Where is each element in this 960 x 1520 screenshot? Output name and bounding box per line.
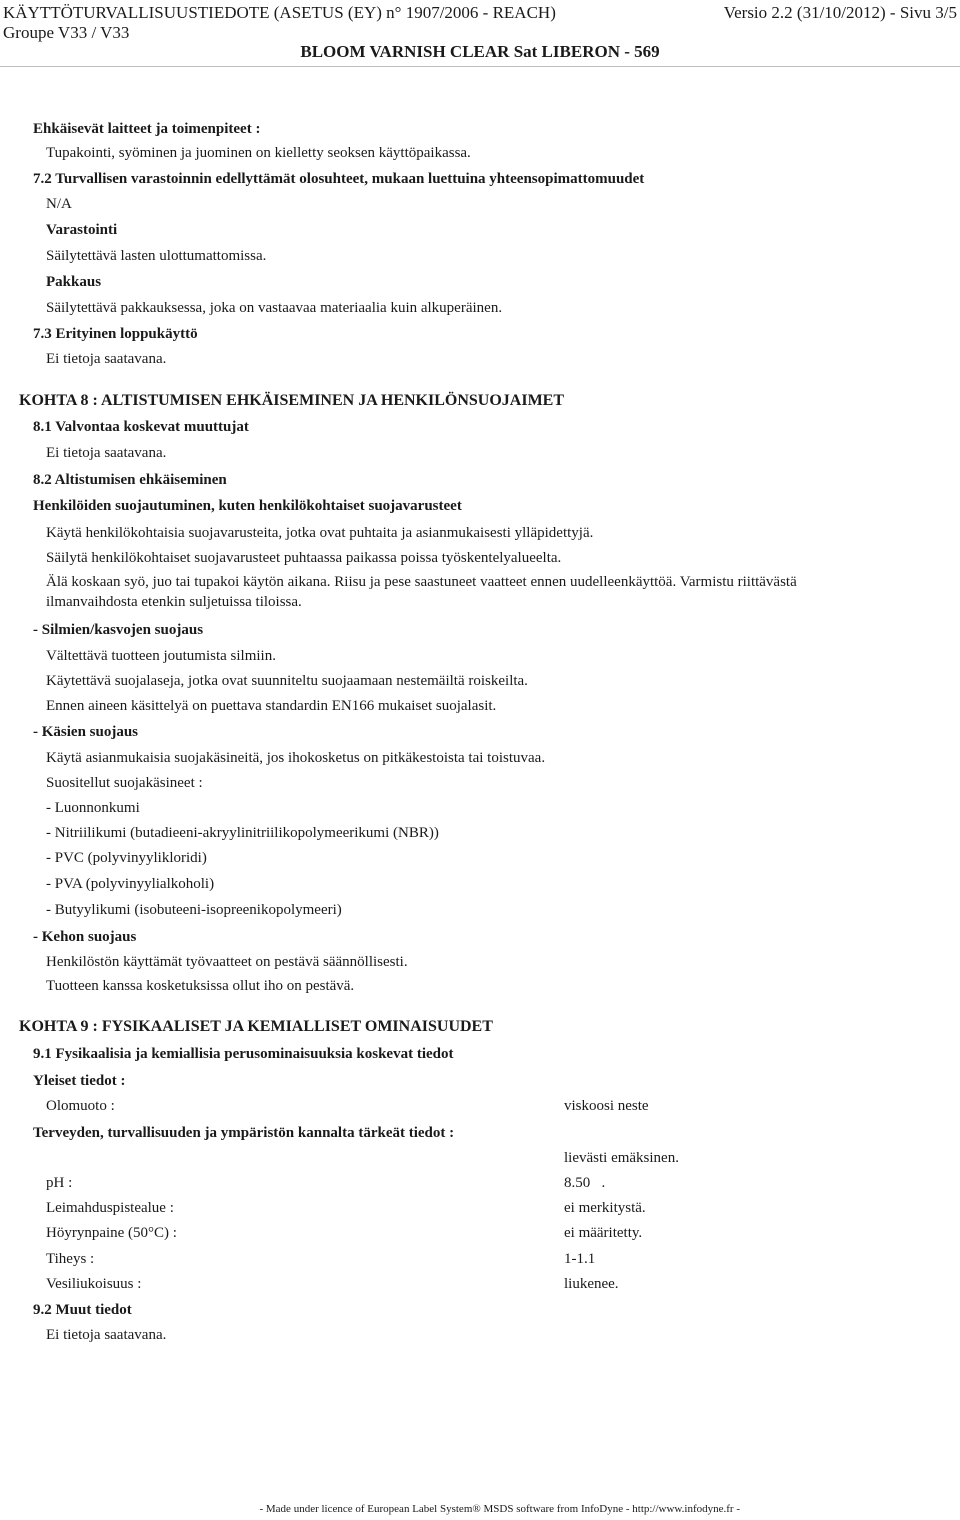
ph-value: 8.50 . bbox=[564, 1175, 606, 1191]
eye-protection-text-1: Vältettävä tuotteen joutumista silmiin. bbox=[46, 648, 276, 664]
general-info-title: Yleiset tiedot : bbox=[33, 1073, 126, 1089]
glove-item: - Butyylikumi (isobuteeni-isopreenikopolymeeri) bbox=[46, 902, 342, 918]
body-protection-title: - Kehon suojaus bbox=[33, 929, 137, 945]
section-8-title: KOHTA 8 : ALTISTUMISEN EHKÄISEMINEN JA HENKILÖNSUOJAIMET bbox=[19, 392, 565, 409]
section-8-2-title: 8.2 Altistumisen ehkäiseminen bbox=[33, 472, 227, 488]
glove-item: - Luonnonkumi bbox=[46, 800, 140, 816]
company-group: Groupe V33 / V33 bbox=[3, 23, 130, 42]
section-9-2-text: Ei tietoja saatavana. bbox=[46, 1327, 167, 1343]
page-footer: - Made under licence of European Label System® MSDS software from InfoDyne - http://www.infodyne.fr - bbox=[259, 1503, 740, 1515]
eye-protection-title: - Silmien/kasvojen suojaus bbox=[33, 622, 204, 638]
hand-protection-title: - Käsien suojaus bbox=[33, 724, 139, 740]
flash-point-value: ei merkitystä. bbox=[564, 1200, 646, 1216]
version-page-info: Versio 2.2 (31/10/2012) - Sivu 3/5 bbox=[723, 3, 957, 22]
ppe-text-1: Käytä henkilökohtaisia suojavarusteita, jotka ovat puhtaita ja asianmukaisesti ylläpidettyjä. bbox=[46, 525, 594, 541]
vapour-pressure-label: Höyrynpaine (50°C) : bbox=[46, 1225, 177, 1241]
section-9-title: KOHTA 9 : FYSIKAALISET JA KEMIALLISET OMINAISUUDET bbox=[19, 1018, 493, 1035]
header-divider bbox=[0, 66, 960, 67]
section-9-1-title: 9.1 Fysikaalisia ja kemiallisia perusominaisuuksia koskevat tiedot bbox=[33, 1046, 454, 1062]
glove-item: - PVC (polyvinyylikloridi) bbox=[46, 850, 207, 866]
ppe-text-3b: ilmanvaihdosta etenkin suljetuissa tiloissa. bbox=[46, 594, 302, 610]
hand-protection-text-2: Suositellut suojakäsineet : bbox=[46, 775, 203, 791]
ph-label: pH : bbox=[46, 1175, 73, 1191]
health-info-title: Terveyden, turvallisuuden ja ympäristön kannalta tärkeät tiedot : bbox=[33, 1125, 455, 1141]
packaging-text: Säilytettävä pakkauksessa, joka on vastaavaa materiaalia kuin alkuperäinen. bbox=[46, 300, 503, 316]
density-value: 1-1.1 bbox=[564, 1251, 596, 1267]
ppe-text-2: Säilytä henkilökohtaiset suojavarusteet puhtaassa paikassa poissa työskentelyalueelta. bbox=[46, 550, 562, 566]
flash-point-label: Leimahduspistealue : bbox=[46, 1200, 174, 1216]
page-header bbox=[0, 0, 960, 70]
section-7-3-text: Ei tietoja saatavana. bbox=[46, 351, 167, 367]
ppe-title: Henkilöiden suojautuminen, kuten henkilökohtaiset suojavarusteet bbox=[33, 498, 462, 514]
eye-protection-text-2: Käytettävä suojalaseja, jotka ovat suunniteltu suojaamaan nestemäiltä roiskeilta. bbox=[46, 673, 528, 689]
section-9-2-title: 9.2 Muut tiedot bbox=[33, 1302, 132, 1318]
product-name: BLOOM VARNISH CLEAR Sat LIBERON - 569 bbox=[300, 42, 660, 61]
section-7-3-title: 7.3 Erityinen loppukäyttö bbox=[33, 326, 198, 342]
glove-item: - PVA (polyvinyylialkoholi) bbox=[46, 876, 215, 892]
section-8-1-text: Ei tietoja saatavana. bbox=[46, 445, 167, 461]
form-value: viskoosi neste bbox=[564, 1098, 649, 1114]
eye-protection-text-3: Ennen aineen käsittelyä on puettava standardin EN166 mukaiset suojalasit. bbox=[46, 698, 497, 714]
glove-item: - Nitriilikumi (butadieeni-akryylinitriilikopolymeerikumi (NBR)) bbox=[46, 825, 439, 841]
section-8-1-title: 8.1 Valvontaa koskevat muuttujat bbox=[33, 419, 249, 435]
storage-text: Säilytettävä lasten ulottumattomissa. bbox=[46, 248, 267, 264]
section-7-2-value: N/A bbox=[46, 196, 72, 212]
hand-protection-text-1: Käytä asianmukaisia suojakäsineitä, jos ihokosketus on pitkäkestoista tai toistuvaa. bbox=[46, 750, 546, 766]
section-7-2-title: 7.2 Turvallisen varastoinnin edellyttämät olosuhteet, mukaan luettuina yhteensopimattomuudet bbox=[33, 171, 645, 187]
solubility-value: liukenee. bbox=[564, 1276, 619, 1292]
body-protection-text-1: Henkilöstön käyttämät työvaatteet on pestävä säännöllisesti. bbox=[46, 954, 408, 970]
document-title: KÄYTTÖTURVALLISUUSTIEDOTE (ASETUS (EY) n° 1907/2006 - REACH) bbox=[3, 3, 556, 22]
health-info-value: lievästi emäksinen. bbox=[564, 1150, 679, 1166]
precautions-text: Tupakointi, syöminen ja juominen on kielletty seoksen käyttöpaikassa. bbox=[46, 145, 471, 161]
solubility-label: Vesiliukoisuus : bbox=[46, 1276, 142, 1292]
form-label: Olomuoto : bbox=[46, 1098, 115, 1114]
body-protection-text-2: Tuotteen kanssa kosketuksissa ollut iho on pestävä. bbox=[46, 978, 355, 994]
storage-title: Varastointi bbox=[46, 222, 118, 238]
precautions-title: Ehkäisevät laitteet ja toimenpiteet : bbox=[33, 121, 261, 137]
density-label: Tiheys : bbox=[46, 1251, 95, 1267]
vapour-pressure-value: ei määritetty. bbox=[564, 1225, 643, 1241]
packaging-title: Pakkaus bbox=[46, 274, 102, 290]
ppe-text-3a: Älä koskaan syö, juo tai tupakoi käytön aikana. Riisu ja pese saastuneet vaatteet ennen uudelleenkäyttöä. Varmistu riittävästä bbox=[46, 574, 797, 590]
